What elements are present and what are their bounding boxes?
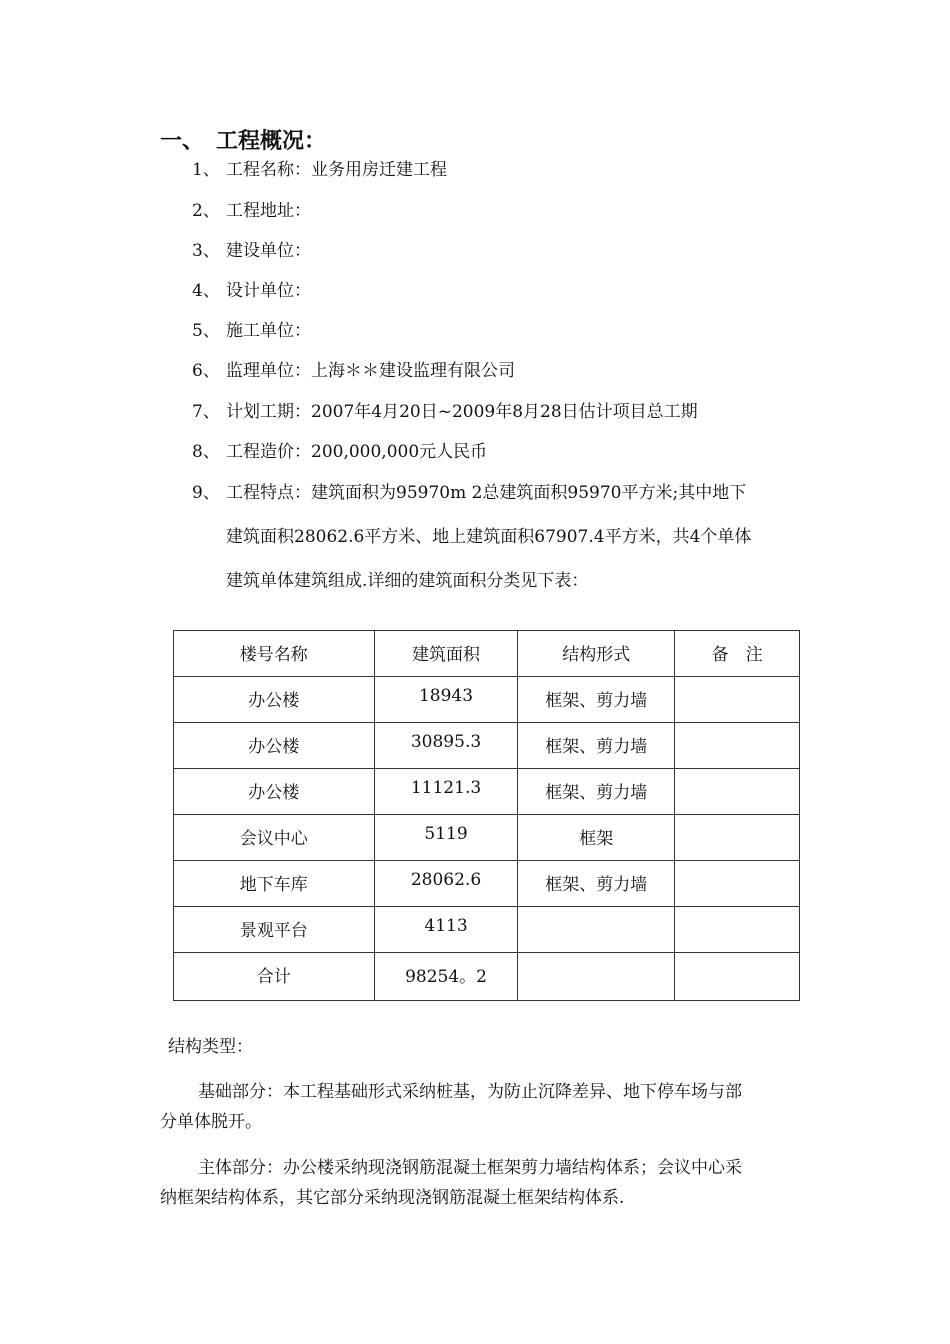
table-cell	[675, 723, 800, 769]
list-item: 2、 工程地址：	[192, 201, 311, 221]
table-row	[174, 907, 800, 953]
area-table	[173, 630, 800, 1001]
table-cell: 景观平台	[174, 907, 375, 953]
table-cell: 会议中心	[174, 815, 375, 861]
section-heading	[160, 124, 326, 155]
table-cell: 框架、剪力墙	[518, 861, 675, 907]
list-item-continuation: 建筑面积28062.6平方米、地上建筑面积67907.4平方米，共4个单体	[226, 527, 752, 547]
list-item: 3、 建设单位：	[192, 241, 311, 261]
table-row	[174, 861, 800, 907]
main-structure-paragraph-line: 主体部分：办公楼采纳现浇钢筋混凝土框架剪力墙结构体系；会议中心采	[198, 1158, 742, 1178]
table-cell	[675, 677, 800, 723]
table-cell: 11121.3	[374, 769, 518, 815]
list-item: 8、 工程造价：200,000,000元人民币	[192, 442, 488, 462]
table-cell: 28062.6	[374, 861, 518, 907]
table-header-cell: 楼号名称	[174, 631, 375, 677]
table-cell	[518, 953, 675, 1001]
table-header-cell: 建筑面积	[374, 631, 518, 677]
table-cell	[675, 953, 800, 1001]
table-row	[174, 953, 800, 1001]
table-cell	[675, 861, 800, 907]
table-cell: 地下车库	[174, 861, 375, 907]
list-item-continuation: 建筑单体建筑组成.详细的建筑面积分类见下表：	[226, 571, 589, 591]
table-row	[174, 723, 800, 769]
table-cell: 办公楼	[174, 769, 375, 815]
table-cell: 框架、剪力墙	[518, 677, 675, 723]
list-item: 9、 工程特点：建筑面积为95970m 2总建筑面积95970平方米;其中地下	[192, 483, 747, 503]
table-cell: 办公楼	[174, 677, 375, 723]
table-row	[174, 769, 800, 815]
list-item: 5、 施工单位：	[192, 321, 311, 341]
table-cell: 5119	[374, 815, 518, 861]
table-cell: 合计	[174, 953, 375, 1001]
table-cell: 办公楼	[174, 723, 375, 769]
table-cell	[675, 907, 800, 953]
table-header-cell: 结构形式	[518, 631, 675, 677]
list-item: 7、 计划工期：2007年4月20日~2009年8月28日估计项目总工期	[192, 402, 698, 422]
list-item: 6、 监理单位：上海＊＊建设监理有限公司	[192, 361, 515, 381]
section-number: 一、	[160, 129, 205, 154]
table-cell: 30895.3	[374, 723, 518, 769]
table-row	[174, 815, 800, 861]
table-cell: 4113	[374, 907, 518, 953]
table-cell: 框架、剪力墙	[518, 723, 675, 769]
table-header-cell: 备 注	[675, 631, 800, 677]
table-cell	[675, 815, 800, 861]
list-item: 4、 设计单位：	[192, 281, 311, 301]
table-cell: 框架	[518, 815, 675, 861]
table-row	[174, 677, 800, 723]
list-item: 1、 工程名称：业务用房迁建工程	[192, 160, 447, 180]
foundation-paragraph-line: 分单体脱开。	[160, 1112, 262, 1132]
section-title: 工程概况：	[216, 129, 327, 154]
table-header-row	[174, 631, 800, 677]
foundation-paragraph-line: 基础部分：本工程基础形式采纳桩基，为防止沉降差异、地下停车场与部	[198, 1082, 742, 1102]
table-cell: 98254。2	[374, 953, 518, 1001]
table-cell: 18943	[374, 677, 518, 723]
table-cell	[675, 769, 800, 815]
table-cell	[518, 907, 675, 953]
main-structure-paragraph-line: 纳框架结构体系，其它部分采纳现浇钢筋混凝土框架结构体系.	[160, 1188, 625, 1208]
structure-type-label: 结构类型：	[168, 1037, 253, 1057]
table-cell: 框架、剪力墙	[518, 769, 675, 815]
